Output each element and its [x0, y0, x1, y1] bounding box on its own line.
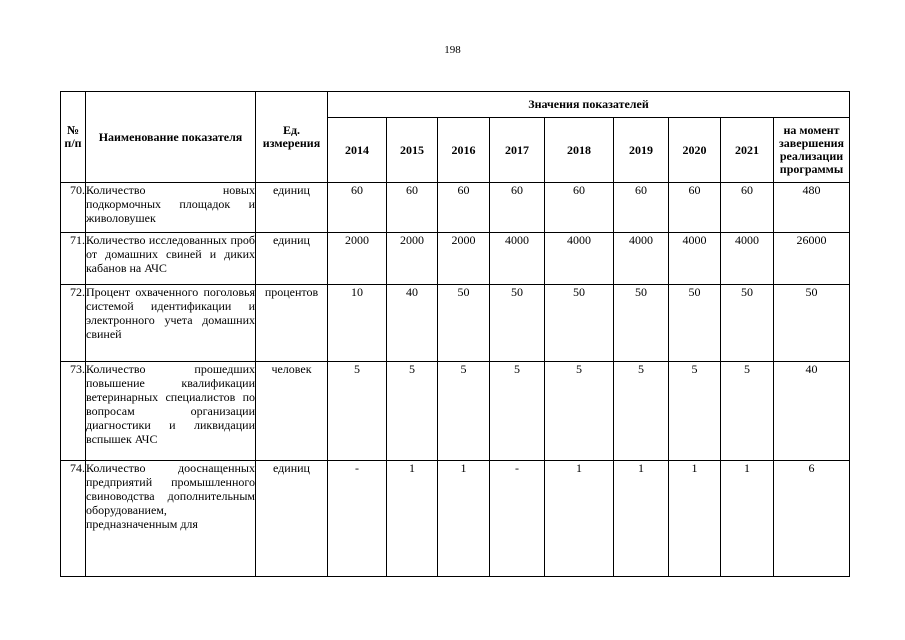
row-value: 10: [328, 285, 387, 362]
row-num: 72.: [61, 285, 86, 362]
header-num: № п/п: [61, 92, 86, 183]
row-value: 1: [669, 461, 721, 577]
row-value: 1: [614, 461, 669, 577]
table-row: [61, 461, 850, 577]
row-value: 5: [438, 362, 490, 461]
row-value: 5: [490, 362, 545, 461]
row-value: 40: [387, 285, 438, 362]
row-name: Процент охваченного поголовья системой идентификации и электронного учета домашних свиней: [86, 285, 256, 362]
row-final: 6: [774, 461, 850, 577]
header-year: 2017: [490, 118, 545, 183]
row-value: 5: [328, 362, 387, 461]
row-value: 60: [614, 183, 669, 233]
row-value: 50: [669, 285, 721, 362]
row-value: 50: [614, 285, 669, 362]
row-value: 60: [328, 183, 387, 233]
row-value: 5: [721, 362, 774, 461]
header-year: 2014: [328, 118, 387, 183]
row-value: -: [490, 461, 545, 577]
table-row: [61, 285, 850, 362]
row-value: 5: [669, 362, 721, 461]
header-name: Наименование показателя: [86, 92, 256, 183]
row-value: 50: [721, 285, 774, 362]
row-unit: единиц: [256, 233, 328, 285]
row-unit: единиц: [256, 183, 328, 233]
row-num: 71.: [61, 233, 86, 285]
row-name: Количество новых подкормочных площадок и живоловушек: [86, 183, 256, 233]
header-group-values: Значения показателей: [328, 92, 850, 118]
row-value: 60: [490, 183, 545, 233]
row-value: 2000: [328, 233, 387, 285]
row-num: 70.: [61, 183, 86, 233]
row-value: 5: [387, 362, 438, 461]
header-unit: Ед. измерения: [256, 92, 328, 183]
row-value: 5: [545, 362, 614, 461]
row-num: 74.: [61, 461, 86, 577]
table-row: [61, 362, 850, 461]
row-value: 60: [387, 183, 438, 233]
row-value: 50: [490, 285, 545, 362]
row-num: 73.: [61, 362, 86, 461]
row-final: 480: [774, 183, 850, 233]
header-year: 2019: [614, 118, 669, 183]
row-value: 60: [721, 183, 774, 233]
row-value: 1: [387, 461, 438, 577]
row-name: Количество дооснащенных предприятий промышленного свиноводства дополнительным оборудованием, предназначенным для: [86, 461, 256, 577]
header-year: 2016: [438, 118, 490, 183]
header-year: 2021: [721, 118, 774, 183]
row-value: 4000: [721, 233, 774, 285]
row-value: 2000: [387, 233, 438, 285]
row-value: 4000: [490, 233, 545, 285]
row-value: 4000: [669, 233, 721, 285]
row-unit: единиц: [256, 461, 328, 577]
header-year: 2018: [545, 118, 614, 183]
header-year: 2015: [387, 118, 438, 183]
row-value: 60: [669, 183, 721, 233]
row-value: 5: [614, 362, 669, 461]
row-final: 40: [774, 362, 850, 461]
row-value: 1: [438, 461, 490, 577]
row-final: 26000: [774, 233, 850, 285]
row-unit: процентов: [256, 285, 328, 362]
table-row: [61, 183, 850, 233]
row-value: 60: [438, 183, 490, 233]
page-number: 198: [444, 44, 461, 56]
row-value: 50: [438, 285, 490, 362]
header-year: 2020: [669, 118, 721, 183]
row-value: 1: [545, 461, 614, 577]
row-value: 4000: [614, 233, 669, 285]
row-name: Количество прошедших повышение квалификации ветеринарных специалистов по вопросам организации диагностики и ликвидации вспышек АЧС: [86, 362, 256, 461]
row-value: 1: [721, 461, 774, 577]
indicators-table: [60, 91, 850, 577]
row-value: -: [328, 461, 387, 577]
row-final: 50: [774, 285, 850, 362]
row-value: 60: [545, 183, 614, 233]
header-row-group: [61, 92, 850, 118]
row-name: Количество исследованных проб от домашних свиней и диких кабанов на АЧС: [86, 233, 256, 285]
row-unit: человек: [256, 362, 328, 461]
header-final: на момент завершения реализации программы: [774, 118, 850, 183]
row-value: 50: [545, 285, 614, 362]
row-value: 2000: [438, 233, 490, 285]
row-value: 4000: [545, 233, 614, 285]
table-row: [61, 233, 850, 285]
